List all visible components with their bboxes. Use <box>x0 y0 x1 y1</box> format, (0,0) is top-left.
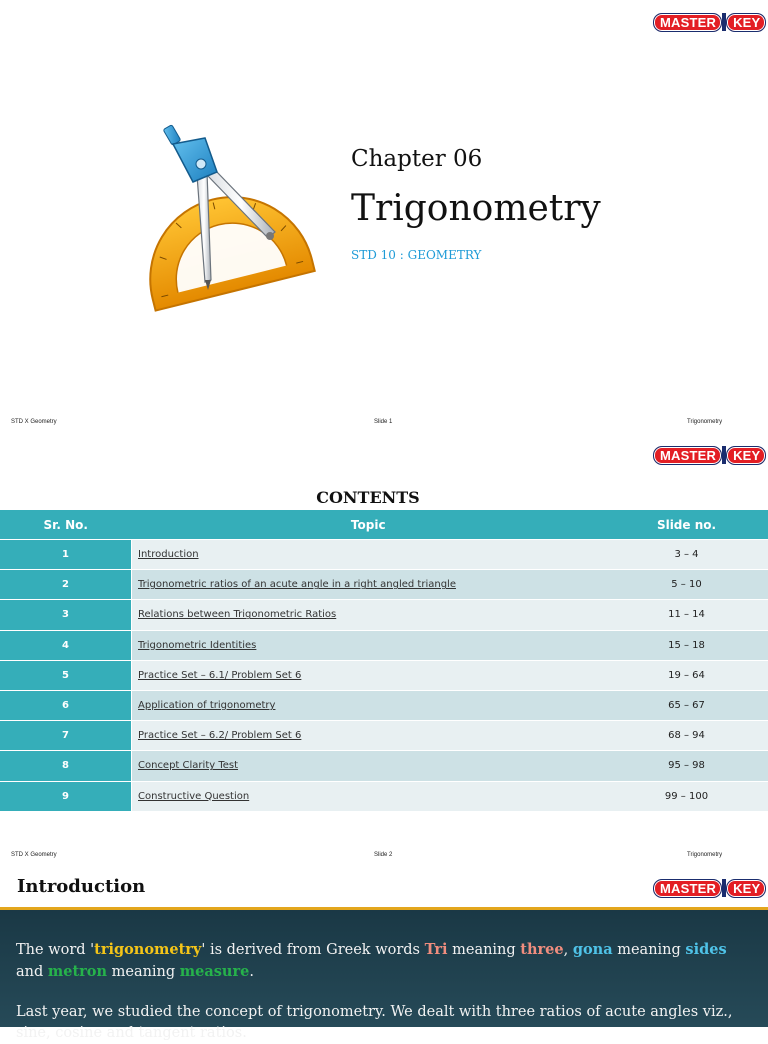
table-row <box>0 781 768 811</box>
row-topic-cell <box>132 721 606 751</box>
slide-footer <box>0 850 768 862</box>
topic-link[interactable]: Practice Set – 6.1/ Problem Set 6 <box>138 669 302 681</box>
compass-protractor-icon <box>135 120 315 305</box>
introduction-heading: Introduction <box>17 876 146 897</box>
row-slide-range: 99 – 100 <box>605 781 768 811</box>
highlight-trigonometry: trigonometry <box>94 940 202 958</box>
master-key-logo <box>653 878 766 898</box>
text-run: , <box>563 941 573 958</box>
logo-master-text: MASTER <box>653 446 722 465</box>
topic-link[interactable]: Application of trigonometry <box>138 700 276 712</box>
logo-master-text: MASTER <box>653 879 722 898</box>
column-header-topic: Topic <box>132 510 606 540</box>
footer-topic: Trigonometry <box>687 852 723 858</box>
slide-footer <box>0 417 768 429</box>
footer-slide-number: Slide 1 <box>374 419 393 425</box>
row-sr-no: 4 <box>0 630 132 660</box>
text-run: meaning <box>612 941 686 958</box>
highlight-metron: metron <box>47 962 107 980</box>
row-sr-no: 1 <box>0 540 132 570</box>
table-header-row <box>0 510 768 540</box>
topic-link[interactable]: Introduction <box>138 549 199 561</box>
slide-contents <box>0 433 768 866</box>
row-slide-range: 11 – 14 <box>605 600 768 630</box>
row-sr-no: 3 <box>0 600 132 630</box>
row-topic-cell <box>132 751 606 781</box>
footer-topic: Trigonometry <box>687 419 723 425</box>
row-slide-range: 5 – 10 <box>605 570 768 600</box>
highlight-measure: measure <box>179 962 250 980</box>
table-row <box>0 540 768 570</box>
row-slide-range: 3 – 4 <box>605 540 768 570</box>
highlight-gona: gona <box>572 940 613 958</box>
intro-paragraph-recap: Last year, we studied the concept of trigonometry. We dealt with three ratios of acute angles viz., sine, cosine and tangent ratios. <box>16 1003 733 1041</box>
footer-subject: STD X Geometry <box>11 852 57 858</box>
table-row <box>0 721 768 751</box>
row-sr-no: 9 <box>0 781 132 811</box>
logo-key-text: KEY <box>726 446 766 465</box>
logo-key-text: KEY <box>726 13 766 32</box>
topic-link[interactable]: Trigonometric ratios of an acute angle in a right angled triangle <box>138 579 456 591</box>
row-sr-no: 2 <box>0 570 132 600</box>
row-sr-no: 6 <box>0 690 132 720</box>
table-row <box>0 690 768 720</box>
row-topic-cell <box>132 600 606 630</box>
topic-link[interactable]: Relations between Trigonometric Ratios <box>138 609 337 621</box>
topic-link[interactable]: Practice Set – 6.2/ Problem Set 6 <box>138 730 302 742</box>
logo-master-text: MASTER <box>653 13 722 32</box>
row-slide-range: 19 – 64 <box>605 660 768 690</box>
contents-table <box>0 510 768 811</box>
footer-subject: STD X Geometry <box>11 419 57 425</box>
highlight-tri: Tri <box>424 940 448 958</box>
contents-heading: CONTENTS <box>316 488 420 507</box>
row-topic-cell <box>132 540 606 570</box>
chapter-title: Trigonometry <box>351 188 601 229</box>
topic-link[interactable]: Trigonometric Identities <box>138 639 257 651</box>
row-topic-cell <box>132 781 606 811</box>
footer-slide-number: Slide 2 <box>374 852 393 858</box>
row-sr-no: 5 <box>0 660 132 690</box>
logo-key-text: KEY <box>726 879 766 898</box>
topic-link[interactable]: Concept Clarity Test <box>138 760 239 772</box>
text-run: ' is derived from Greek words <box>201 941 425 958</box>
slide-title <box>0 0 768 433</box>
row-sr-no: 8 <box>0 751 132 781</box>
highlight-three: three <box>520 940 564 958</box>
text-run: . <box>249 963 254 980</box>
column-header-sr-no: Sr. No. <box>0 510 132 540</box>
table-row <box>0 600 768 630</box>
intro-paragraph-etymology <box>16 939 756 983</box>
text-run: The word ' <box>16 941 95 958</box>
table-row <box>0 751 768 781</box>
highlight-sides: sides <box>685 940 727 958</box>
text-run: and <box>16 963 48 980</box>
table-row <box>0 570 768 600</box>
row-slide-range: 65 – 67 <box>605 690 768 720</box>
topic-link[interactable]: Constructive Question <box>138 790 250 802</box>
chapter-subtitle: STD 10 : GEOMETRY <box>351 248 482 262</box>
slide-introduction <box>0 866 768 1041</box>
chapter-label: Chapter 06 <box>351 146 483 172</box>
row-slide-range: 95 – 98 <box>605 751 768 781</box>
column-header-slide-no: Slide no. <box>605 510 768 540</box>
table-row <box>0 660 768 690</box>
row-slide-range: 68 – 94 <box>605 721 768 751</box>
row-topic-cell <box>132 690 606 720</box>
text-run: meaning <box>447 941 521 958</box>
introduction-panel <box>0 907 768 1041</box>
row-topic-cell <box>132 660 606 690</box>
row-topic-cell <box>132 630 606 660</box>
row-sr-no: 7 <box>0 721 132 751</box>
text-run: meaning <box>107 963 180 980</box>
master-key-logo <box>653 12 766 32</box>
row-topic-cell <box>132 570 606 600</box>
master-key-logo <box>653 445 766 465</box>
row-slide-range: 15 – 18 <box>605 630 768 660</box>
table-row <box>0 630 768 660</box>
